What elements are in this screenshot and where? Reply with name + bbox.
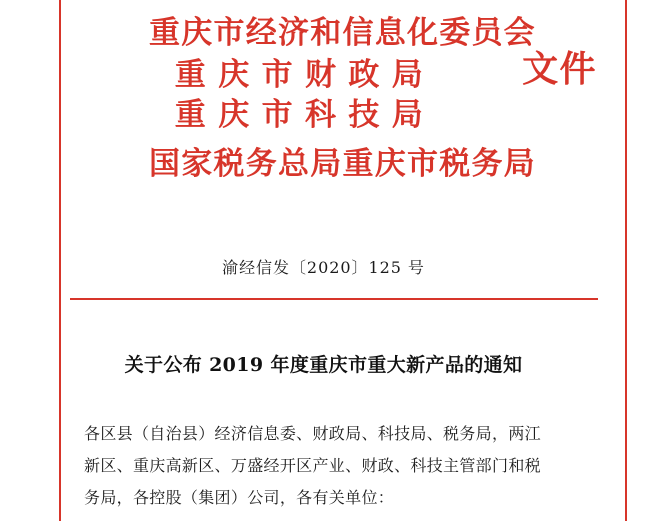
letterhead-line-3-row — [70, 97, 615, 140]
document-number: 渝经信发〔2020〕125 号 — [222, 258, 425, 277]
document-body — [84, 418, 589, 514]
body-line: 各区县（自治县）经济信息委、财政局、科技局、税务局，两江 — [84, 424, 541, 443]
body-line: 新区、重庆高新区、万盛经开区产业、财政、科技主管部门和税 — [84, 456, 541, 475]
letterhead-wenjian-label: 文件 — [522, 48, 597, 90]
red-separator-line — [70, 298, 598, 300]
letterhead-line-1: 重庆市经济和信息化委员会 — [149, 15, 536, 51]
letterhead-line-4: 国家税务总局重庆市税务局 — [149, 146, 536, 182]
document-letterhead — [70, 15, 615, 182]
document-title: 关于公布 2019 年度重庆市重大新产品的通知 — [124, 354, 523, 376]
letterhead-line-2: 重庆市财政局 — [174, 57, 436, 93]
letterhead-line-3: 重庆市科技局 — [174, 97, 436, 133]
body-line: 务局，各控股（集团）公司，各有关单位： — [84, 488, 395, 507]
